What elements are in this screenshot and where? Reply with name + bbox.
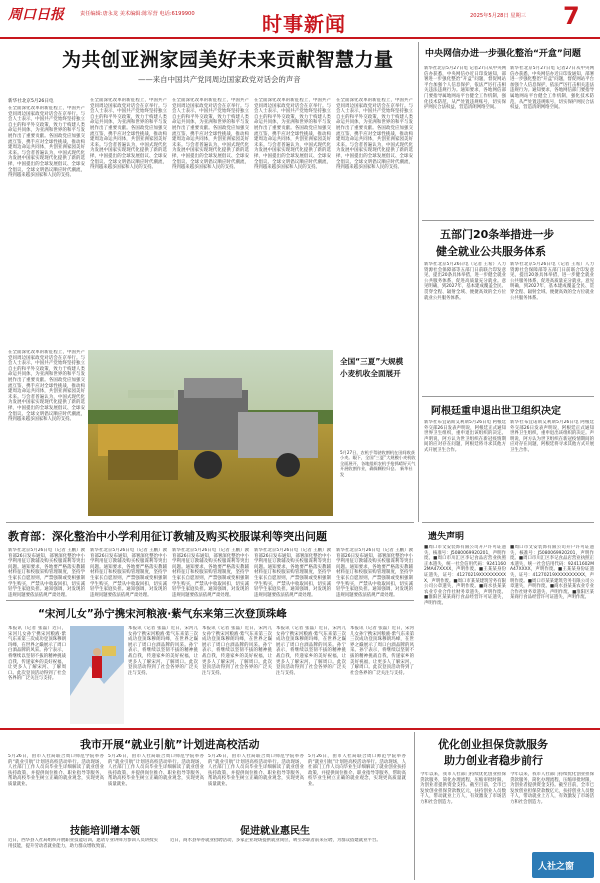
wheat-photo-caption: 5月27日，农机手驾驶收割机在田间收获小麦。眼下，全国“三夏”大规模小麦机收全面展开，各地组织农机手抢抓晴好天气开展收割作业，确保颗粒归仓。 新华社发 [340, 450, 416, 477]
lost-notice-box [422, 522, 594, 731]
edu-body-col5: 新华社北京5月26日电（记者 王鹏）教育部26日发布通知，部署深化整治中小学利用征订教辅及购买校服谋利等突出问题。通知要求，各地要严格落实教辅材料征订和校服采购管理制度，坚持学生家长自愿原则，严禁强制或变相强制学生购买，严禁从中收取回扣，切实减轻学生家庭负担。通知强调，对发现的违规问题要依法依规严肃处理。 [336, 548, 413, 598]
songhe-body-col4: 本报讯（记者 张磊）近日，宋河儿女孙宁携宋河粮液·紫气东来第三次成功登顶珠穆朗玛峰，在世界之巅展示了周口白酒品牌的风采。孙宁表示，将继续以坚韧不拔的精神挑战自我，传递家乡的美好祝福，让更多人了解宋河、了解周口。此次登顶活动得到了社会各界的广泛关注与支持。 [276, 626, 346, 676]
wheat-photo-title-1: 全国“三夏”大规模 [340, 357, 404, 366]
songhe-body-col2: 本报讯（记者 张磊）近日，宋河儿女孙宁携宋河粮液·紫气东来第三次成功登顶珠穆朗玛峰，在世界之巅展示了周口白酒品牌的风采。孙宁表示，将继续以坚韧不拔的精神挑战自我，传递家乡的美好祝福，让更多人了解宋河、了解周口。此次登顶活动得到了社会各界的广泛关注与支持。 [128, 626, 198, 676]
lead-body-col4: 在全面深化改革的新征程上，中国共产党同周边国家政党对话会在京举行。与会人士表示，中国共产党始终坚持独立自主的和平外交政策，致力于构建人类命运共同体，为亚洲和世界的和平与发展作出了重要贡献。各国政党应加强交流互鉴，携手应对全球性挑战，推动构建周边命运共同体，共创亚洲家园美好未来。与会者普遍认为，中国式现代化为发展中国家实现现代化提供了新的选择，中国提出的全球发展倡议、全球安全倡议、全球文明倡议顺应时代潮流，得到越来越多国家和人民的支持。 [254, 98, 331, 171]
harvester-image [88, 350, 333, 516]
edu-body-col2: 新华社北京5月26日电（记者 王鹏）教育部26日发布通知，部署深化整治中小学利用征订教辅及购买校服谋利等突出问题。通知要求，各地要严格落实教辅材料征订和校服采购管理制度，坚持学生家长自愿原则，严禁强制或变相强制学生购买，严禁从中收取回扣，切实减轻学生家庭负担。通知强调，对发现的违规问题要依法依规严肃处理。 [90, 548, 167, 598]
songhe-headline: “宋河儿女”孙宁携宋河粮液·紫气东来第三次登顶珠峰 [38, 608, 287, 620]
lead-body-lower-col1: 在全面深化改革的新征程上，中国共产党同周边国家政党对话会在京举行。与会人士表示，中国共产党始终坚持独立自主的和平外交政策，致力于构建人类命运共同体，为亚洲和世界的和平与发展作出了重要贡献。各国政党应加强交流互鉴，携手应对全球性挑战，推动构建周边命运共同体，共创亚洲家园美好未来。与会者普遍认为，中国式现代化为发展中国家实现现代化提供了新的选择，中国提出的全球发展倡议、全球安全倡议、全球文明倡议顺应时代潮流，得到越来越多国家和人民的支持。 [8, 350, 85, 423]
lead-byline: 新华社北京5月26日电 [8, 99, 54, 104]
lead-headline: 为共创亚洲家园美好未来贡献智慧力量 [62, 49, 394, 71]
entrepreneur-headline-1: 优化创业担保贷款服务 [438, 738, 548, 751]
songhe-body-col5: 本报讯（记者 张磊）近日，宋河儿女孙宁携宋河粮液·紫气东来第三次成功登顶珠穆朗玛峰，在世界之巅展示了周口白酒品牌的风采。孙宁表示，将继续以坚韧不拔的精神挑战自我，传递家乡的美好祝福，让更多人了解宋河、了解周口。此次登顶活动得到了社会各界的广泛关注与支持。 [350, 626, 414, 676]
edu-body-col3: 新华社北京5月26日电（记者 王鹏）教育部26日发布通知，部署深化整治中小学利用征订教辅及购买校服谋利等突出问题。通知要求，各地要严格落实教辅材料征订和校服采购管理制度，坚持学生家长自愿原则，严禁强制或变相强制学生购买，严禁从中收取回扣，切实减轻学生家庭负担。通知强调，对发现的违规问题要依法依规严肃处理。 [172, 548, 249, 598]
masthead [0, 0, 600, 40]
newspaper-logo: 周口日报 [8, 7, 64, 23]
news-body-cac-col2: 新华社北京5月27日电 记者27日从中央网信办获悉，中央网信办近日印发通知，部署进一步强化整治“开盒”问题，督促网站平台加强个人信息保护，依法严厉打击相关违法违规行为。通知要求，各地网信部门要指导属地网站平台健全工作机制，强化技术防范，从严处置违规账号，切实保护网民合法权益，营造清朗网络空间。 [510, 66, 594, 111]
jobs-body-col1: 新华社北京5月26日电（记者 王希）人力资源社会保障部等五部门日前联合印发意见，提出20条具体举措，进一步健全就业公共服务体系，促进高质量充分就业。意见明确，到2027年，基本建成覆盖全民、贯穿全程、辐射全域、便捷高效的全方位就业公共服务体系。 [424, 262, 506, 301]
employ-body-col4: 5月26日，由市人社局联合周口师范学院举办的“就业引航”计划进高校活动举行。活动现场，人社部门工作人员向毕业生详细解读了就业创业扶持政策，并提供岗位推介、职业指导等服务，帮助高校毕业生树立正确的就业观念，实现更高质量就业。 [308, 754, 406, 787]
edu-body-col4: 新华社北京5月26日电（记者 王鹏）教育部26日发布通知，部署深化整治中小学利用征订教辅及购买校服谋利等突出问题。通知要求，各地要严格落实教辅材料征订和校服采购管理制度，坚持学生家长自愿原则，严禁强制或变相强制学生购买，严禁从中收取回扣，切实减轻学生家庭负担。通知强调，对发现的违规问题要依法依规严肃处理。 [254, 548, 331, 598]
column-badge [532, 852, 594, 878]
entrepreneur-headline-2: 助力创业者稳步前行 [444, 754, 543, 767]
lost-notice-title: 遗失声明 [428, 532, 465, 542]
edu-body-col1: 新华社北京5月26日电（记者 王鹏）教育部26日发布通知，部署深化整治中小学利用征订教辅及购买校服谋利等突出问题。通知要求，各地要严格落实教辅材料征订和校服采购管理制度，坚持学生家长自愿原则，严禁强制或变相强制学生购买，严禁从中收取回扣，切实减轻学生家庭负担。通知强调，对发现的违规问题要依法依规严肃处理。 [8, 548, 85, 598]
songhe-body-col3: 本报讯（记者 张磊）近日，宋河儿女孙宁携宋河粮液·紫气东来第三次成功登顶珠穆朗玛峰，在世界之巅展示了周口白酒品牌的风采。孙宁表示，将继续以坚韧不拔的精神挑战自我，传递家乡的美好祝福，让更多人了解宋河、了解周口。此次登顶活动得到了社会各界的广泛关注与支持。 [202, 626, 272, 676]
argentina-headline: 阿根廷重申退出世卫组织决定 [431, 406, 561, 417]
jobs-body-col2: 新华社北京5月26日电（记者 王希）人力资源社会保障部等五部门日前联合印发意见，提出20条具体举措，进一步健全就业公共服务体系，促进高质量充分就业。意见明确，到2027年，基本建成覆盖全民、贯穿全程、辐射全域、便捷高效的全方位就业公共服务体系。 [510, 262, 594, 301]
lead-body-col3: 在全面深化改革的新征程上，中国共产党同周边国家政党对话会在京举行。与会人士表示，中国共产党始终坚持独立自主的和平外交政策，致力于构建人类命运共同体，为亚洲和世界的和平与发展作出了重要贡献。各国政党应加强交流互鉴，携手应对全球性挑战，推动构建周边命运共同体，共创亚洲家园美好未来。与会者普遍认为，中国式现代化为发展中国家实现现代化提供了新的选择，中国提出的全球发展倡议、全球安全倡议、全球文明倡议顺应时代潮流，得到越来越多国家和人民的支持。 [172, 98, 249, 171]
songhe-body-col1: 本报讯（记者 张磊）近日，宋河儿女孙宁携宋河粮液·紫气东来第三次成功登顶珠穆朗玛峰，在世界之巅展示了周口白酒品牌的风采。孙宁表示，将继续以坚韧不拔的精神挑战自我，传递家乡的美好祝福，让更多人了解宋河、了解周口。此次登顶活动得到了社会各界的广泛关注与支持。 [8, 626, 66, 682]
wheat-photo-title-2: 小麦机收全面展开 [340, 369, 401, 378]
wheat-photo-title-box [336, 352, 416, 516]
column-divider [418, 42, 419, 522]
lead-body-col1: 在全面深化改革的新征程上，中国共产党同周边国家政党对话会在京举行。与会人士表示，中国共产党始终坚持独立自主的和平外交政策，致力于构建人类命运共同体，为亚洲和世界的和平与发展作出了重要贡献。各国政党应加强交流互鉴，携手应对全球性挑战，推动构建周边命运共同体，共创亚洲家园美好未来。与会者普遍认为，中国式现代化为发展中国家实现现代化提供了新的选择，中国提出的全球发展倡议、全球安全倡议、全球文明倡议顺应时代潮流，得到越来越多国家和人民的支持。 [8, 106, 85, 179]
jobs-headline-1: 五部门20条举措进一步 [440, 228, 555, 241]
summit-image [70, 626, 124, 724]
lead-subtitle: ——来自中国共产党同周边国家政党对话会的声音 [138, 75, 301, 84]
promote-headline: 促进就业惠民生 [240, 826, 310, 837]
argentina-body-col2: 新华社布宜诺斯艾利斯5月26日电 阿根廷外交部26日发表声明说，阿根廷正式通知世界卫生组织，重申退出该组织的决定。声明说，阿方认为世卫组织在新冠疫情期间的应对存在问题，阿根廷将寻求其他方式开展卫生合作。 [510, 420, 594, 453]
promote-body: 近日，商水县举办就业招聘活动，多家企业现场提供就业岗位，吸引求职者前来应聘，为群众搭建就业平台。 [170, 838, 381, 843]
divider-edu [6, 522, 414, 523]
jobs-headline-2: 健全就业公共服务体系 [436, 245, 546, 258]
entrepreneur-body-col2: 今年以来，我市人社部门持续优化创业担保贷款服务，简化办理流程，压缩审批时限，为创业者提供资金支持。截至目前，全市已发放创业担保贷款数亿元，扶持创业人员数千人，带动就业上万人，有效激发了市场活力和社会创造力。 [510, 772, 594, 805]
page-number: 7 [563, 2, 580, 30]
lost-notice-col2: ■周口市文安装饰有限公司开户许可证遗失，核准号：J5080069920201，声明作废。■周口市川汇区李记食品店营业执照正本遗失，统一社会信用代码：92411602MA47XXXX，声明作废。■王某某身份证遗失，证号：41270219XXXXXXXXXX，声明作废。■周口市某某建筑劳务有限公司公章遗失，声明作废。■商水县某某农业专业合作社财务章遗失，声明作废。■淮阳区某某商行食品经营许可证遗失，声明作废。 [510, 545, 594, 601]
news-body-cac-col1: 新华社北京5月27日电 记者27日从中央网信办获悉，中央网信办近日印发通知，部署进一步强化整治“开盒”问题，督促网站平台加强个人信息保护，依法严厉打击相关违法违规行为。通知要求，各地网信部门要指导属地网站平台健全工作机制，强化技术防范，从严处置违规账号，切实保护网民合法权益，营造清朗网络空间。 [424, 66, 506, 111]
lost-notice-col1: ■周口市文安装饰有限公司开户许可证遗失，核准号：J5080069920201，声明作废。■周口市川汇区李记食品店营业执照正本遗失，统一社会信用代码：92411602MA47XXXX，声明作废。■王某某身份证遗失，证号：41270219XXXXXXXXXX，声明作废。■周口市某某建筑劳务有限公司公章遗失，声明作废。■商水县某某农业专业合作社财务章遗失，声明作废。■淮阳区某某商行食品经营许可证遗失，声明作废。 [424, 545, 506, 606]
songhe-summit-photo [70, 626, 124, 724]
employ-headline: 我市开展“就业引航”计划进高校活动 [80, 738, 260, 751]
editor-line: 责任编辑:唐永龙 美术编辑:陈军营 电话:6199900 [80, 11, 195, 17]
entrepreneur-body-col1: 今年以来，我市人社部门持续优化创业担保贷款服务，简化办理流程，压缩审批时限，为创业者提供资金支持。截至目前，全市已发放创业担保贷款数亿元，扶持创业人员数千人，带动就业上万人，有效激发了市场活力和社会创造力。 [420, 772, 506, 805]
edu-headline: 教育部：深化整治中小学利用征订教辅及购买校服谋利等突出问题 [8, 530, 327, 543]
skill-body: 近日，西华县人社局组织开展职业技能培训，邀请专业讲师为参训人员讲授实用技能，提升劳动者就业能力，助力群众增收致富。 [8, 838, 158, 849]
bottom-band-rule [0, 728, 600, 730]
masthead-rule [0, 37, 600, 39]
employ-body-col2: 5月26日，由市人社局联合周口师范学院举办的“就业引航”计划进高校活动举行。活动现场，人社部门工作人员向毕业生详细解读了就业创业扶持政策，并提供岗位推介、职业指导等服务，帮助高校毕业生树立正确的就业观念，实现更高质量就业。 [108, 754, 204, 787]
lead-body-col5: 在全面深化改革的新征程上，中国共产党同周边国家政党对话会在京举行。与会人士表示，中国共产党始终坚持独立自主的和平外交政策，致力于构建人类命运共同体，为亚洲和世界的和平与发展作出了重要贡献。各国政党应加强交流互鉴，携手应对全球性挑战，推动构建周边命运共同体，共创亚洲家园美好未来。与会者普遍认为，中国式现代化为发展中国家实现现代化提供了新的选择，中国提出的全球发展倡议、全球安全倡议、全球文明倡议顺应时代潮流，得到越来越多国家和人民的支持。 [336, 98, 413, 171]
divider-songhe [6, 600, 414, 601]
skill-headline: 技能培训增本领 [70, 826, 140, 837]
divider-argentina [422, 396, 594, 397]
divider-jobs [422, 220, 594, 221]
employ-body-col3: 5月26日，由市人社局联合周口师范学院举办的“就业引航”计划进高校活动举行。活动现场，人社部门工作人员向毕业生详细解读了就业创业扶持政策，并提供岗位推介、职业指导等服务，帮助高校毕业生树立正确的就业观念，实现更高质量就业。 [208, 754, 304, 787]
argentina-body-col1: 新华社布宜诺斯艾利斯5月26日电 阿根廷外交部26日发表声明说，阿根廷正式通知世界卫生组织，重申退出该组织的决定。声明说，阿方认为世卫组织在新冠疫情期间的应对存在问题，阿根廷将寻求其他方式开展卫生合作。 [424, 420, 506, 453]
employ-body-col1: 5月26日，由市人社局联合周口师范学院举办的“就业引航”计划进高校活动举行。活动现场，人社部门工作人员向毕业生详细解读了就业创业扶持政策，并提供岗位推介、职业指导等服务，帮助高校毕业生树立正确的就业观念，实现更高质量就业。 [8, 754, 104, 787]
wheat-harvest-photo [88, 350, 333, 516]
issue-date: 2025年5月28日 星期三 [470, 13, 526, 19]
column-badge-label: 人社之窗 [538, 862, 575, 872]
section-title: 时事新闻 [262, 12, 346, 36]
bottom-col-divider [414, 732, 415, 880]
news-headline-cac: 中央网信办进一步强化整治“开盒”问题 [425, 49, 581, 59]
lead-body-col2: 在全面深化改革的新征程上，中国共产党同周边国家政党对话会在京举行。与会人士表示，中国共产党始终坚持独立自主的和平外交政策，致力于构建人类命运共同体，为亚洲和世界的和平与发展作出了重要贡献。各国政党应加强交流互鉴，携手应对全球性挑战，推动构建周边命运共同体，共创亚洲家园美好未来。与会者普遍认为，中国式现代化为发展中国家实现现代化提供了新的选择，中国提出的全球发展倡议、全球安全倡议、全球文明倡议顺应时代潮流，得到越来越多国家和人民的支持。 [90, 98, 167, 171]
